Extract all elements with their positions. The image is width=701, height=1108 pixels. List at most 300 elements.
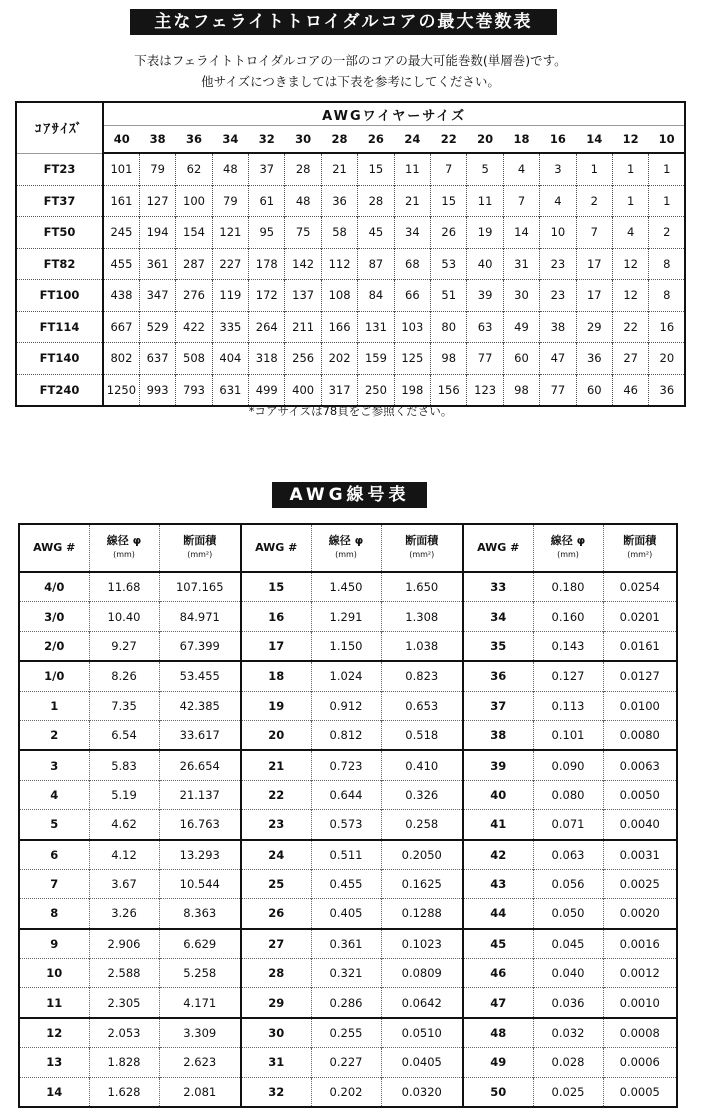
turns-cell: 112 [321,248,357,280]
turns-cell: 1 [649,153,685,185]
awg-number: 13 [19,1048,89,1077]
awg-number: 26 [241,899,311,929]
turns-cell: 11 [394,153,430,185]
awg-number: 33 [463,572,533,602]
turns-cell: 61 [249,185,285,217]
awg-number: 41 [463,810,533,840]
turns-cell: 119 [212,280,248,312]
awg-number: 21 [241,750,311,780]
turns-cell: 1250 [103,374,139,406]
core-size-label: FT114 [16,311,103,343]
turns-cell: 802 [103,343,139,375]
turns-cell: 19 [467,217,503,249]
turns-cell: 36 [576,343,612,375]
turns-cell: 26 [431,217,467,249]
cross-section-area: 2.623 [159,1048,241,1077]
intro-line-1: 下表はフェライトトロイダルコアの一部のコアの最大可能巻数(単層巻)です。 [134,53,567,68]
cross-section-area: 53.455 [159,661,241,691]
core-size-label: FT100 [16,280,103,312]
cross-section-area: 0.0010 [603,988,677,1018]
wire-diameter: 2.305 [89,988,159,1018]
awg-number: 22 [241,780,311,809]
table-row [19,988,677,1018]
awg-number: 8 [19,899,89,929]
awg-number: 49 [463,1048,533,1077]
cross-section-area: 0.0405 [381,1048,463,1077]
turns-cell: 4 [503,153,539,185]
gauge-header: 34 [212,126,248,154]
gauge-header: 18 [503,126,539,154]
turns-cell: 227 [212,248,248,280]
table-row [16,217,685,249]
awg-header: AWG # [19,524,89,572]
awg-number: 5 [19,810,89,840]
wire-diameter: 1.150 [311,631,381,661]
gauge-header: 38 [139,126,175,154]
awg-number: 45 [463,929,533,959]
turns-cell: 161 [103,185,139,217]
turns-cell: 131 [358,311,394,343]
wire-diameter: 5.19 [89,780,159,809]
turns-cell: 4 [540,185,576,217]
turns-cell: 361 [139,248,175,280]
wire-diameter: 3.26 [89,899,159,929]
turns-cell: 137 [285,280,321,312]
cross-section-area: 42.385 [159,691,241,720]
cross-section-area: 84.971 [159,602,241,631]
turns-cell: 276 [176,280,212,312]
cross-section-area: 0.0100 [603,691,677,720]
turns-cell: 58 [321,217,357,249]
cross-section-area: 4.171 [159,988,241,1018]
area-header [381,524,463,572]
table-row [19,929,677,959]
turns-cell: 80 [431,311,467,343]
table-row [16,311,685,343]
wire-diameter: 0.644 [311,780,381,809]
awg-number: 24 [241,840,311,870]
turns-cell: 79 [212,185,248,217]
wire-diameter: 2.053 [89,1018,159,1048]
cross-section-area: 0.0080 [603,720,677,750]
diameter-header [533,524,603,572]
awg-number: 11 [19,988,89,1018]
turns-cell: 27 [612,343,648,375]
wire-diameter: 0.127 [533,661,603,691]
table-row [19,780,677,809]
cross-section-area: 0.0016 [603,929,677,959]
turns-cell: 20 [649,343,685,375]
wire-diameter: 0.321 [311,959,381,988]
turns-cell: 29 [576,311,612,343]
cross-section-area: 0.0510 [381,1018,463,1048]
wire-diameter: 0.063 [533,840,603,870]
awg-number: 16 [241,602,311,631]
turns-cell: 127 [139,185,175,217]
awg-number: 10 [19,959,89,988]
awg-number: 40 [463,780,533,809]
turns-cell: 12 [612,248,648,280]
awg-number: 23 [241,810,311,840]
cross-section-area: 6.629 [159,929,241,959]
cross-section-area: 1.038 [381,631,463,661]
wire-diameter: 9.27 [89,631,159,661]
turns-cell: 51 [431,280,467,312]
turns-cell: 40 [467,248,503,280]
gauge-header: 32 [249,126,285,154]
turns-cell: 21 [321,153,357,185]
turns-cell: 79 [139,153,175,185]
gauge-header: 24 [394,126,430,154]
turns-cell: 1 [612,153,648,185]
awg-title-row [16,102,685,126]
cross-section-area: 0.0008 [603,1018,677,1048]
wire-diameter: 0.180 [533,572,603,602]
area-header [603,524,677,572]
turns-cell: 245 [103,217,139,249]
gauge-header: 36 [176,126,212,154]
turns-cell: 993 [139,374,175,406]
turns-cell: 60 [503,343,539,375]
wire-diameter: 3.67 [89,869,159,898]
gauge-header: 12 [612,126,648,154]
cross-section-area: 0.0050 [603,780,677,809]
table-row [19,899,677,929]
wire-diameter: 8.26 [89,661,159,691]
turns-cell: 98 [431,343,467,375]
table-row [19,750,677,780]
turns-cell: 37 [249,153,285,185]
gauge-header: 20 [467,126,503,154]
turns-cell: 17 [576,248,612,280]
awg-number: 25 [241,869,311,898]
wire-diameter: 2.588 [89,959,159,988]
table-row [16,248,685,280]
wire-diameter: 0.143 [533,631,603,661]
awg-number: 50 [463,1077,533,1107]
wire-diameter: 1.024 [311,661,381,691]
wire-diameter: 1.628 [89,1077,159,1107]
wire-diameter: 0.573 [311,810,381,840]
turns-cell: 8 [649,280,685,312]
table-row [16,153,685,185]
awg-number: 47 [463,988,533,1018]
cross-section-area: 2.081 [159,1077,241,1107]
wire-diameter: 0.202 [311,1077,381,1107]
wire-diameter: 0.361 [311,929,381,959]
cross-section-area: 0.0161 [603,631,677,661]
turns-cell: 68 [394,248,430,280]
turns-cell: 287 [176,248,212,280]
turns-cell: 2 [649,217,685,249]
turns-cell: 62 [176,153,212,185]
turns-cell: 125 [394,343,430,375]
cross-section-area: 0.0642 [381,988,463,1018]
turns-cell: 198 [394,374,430,406]
awg-number: 1 [19,691,89,720]
turns-cell: 53 [431,248,467,280]
footnote: *コアサイズは78頁をご参照ください。 [248,404,453,418]
gauge-header: 28 [321,126,357,154]
wire-diameter: 0.071 [533,810,603,840]
gauge-header: 26 [358,126,394,154]
cross-section-area: 0.326 [381,780,463,809]
cross-section-area: 0.0005 [603,1077,677,1107]
cross-section-area: 8.363 [159,899,241,929]
turns-cell: 318 [249,343,285,375]
turns-cell: 30 [503,280,539,312]
area-header-label: 断面積 [405,534,439,547]
turns-cell: 178 [249,248,285,280]
turns-cell: 21 [394,185,430,217]
wire-diameter: 0.912 [311,691,381,720]
wire-diameter: 0.405 [311,899,381,929]
turns-cell: 529 [139,311,175,343]
table-row [19,720,677,750]
awg-number: 35 [463,631,533,661]
wire-diameter: 5.83 [89,750,159,780]
cross-section-area: 0.0320 [381,1077,463,1107]
turns-cell: 36 [649,374,685,406]
turns-cell: 63 [467,311,503,343]
awg-number: 46 [463,959,533,988]
turns-cell: 48 [212,153,248,185]
wire-diameter: 0.101 [533,720,603,750]
turns-cell: 23 [540,280,576,312]
wire-diameter: 4.12 [89,840,159,870]
awg-number: 15 [241,572,311,602]
table-row [19,1018,677,1048]
turns-cell: 667 [103,311,139,343]
turns-cell: 172 [249,280,285,312]
wire-diameter: 0.036 [533,988,603,1018]
turns-cell: 123 [467,374,503,406]
wire-diameter: 0.511 [311,840,381,870]
turns-cell: 60 [576,374,612,406]
cross-section-area: 21.137 [159,780,241,809]
table-row [19,661,677,691]
turns-cell: 39 [467,280,503,312]
turns-cell: 45 [358,217,394,249]
wire-diameter: 10.40 [89,602,159,631]
diameter-header [311,524,381,572]
wire-diameter: 0.025 [533,1077,603,1107]
area-header [159,524,241,572]
cross-section-area: 0.0201 [603,602,677,631]
table-row [16,185,685,217]
wire-diameter: 0.812 [311,720,381,750]
table-row [19,959,677,988]
cross-section-area: 0.0040 [603,810,677,840]
turns-cell: 159 [358,343,394,375]
awg-number: 9 [19,929,89,959]
cross-section-area: 10.544 [159,869,241,898]
turns-cell: 10 [540,217,576,249]
wire-diameter: 0.723 [311,750,381,780]
turns-cell: 48 [285,185,321,217]
turns-cell: 17 [576,280,612,312]
awg-number: 3/0 [19,602,89,631]
turns-cell: 499 [249,374,285,406]
turns-cell: 34 [394,217,430,249]
max-winding-table [15,101,686,407]
turns-cell: 95 [249,217,285,249]
awg-number: 44 [463,899,533,929]
turns-cell: 84 [358,280,394,312]
core-size-label: FT82 [16,248,103,280]
area-unit: (mm²) [409,550,435,559]
awg-header: AWG # [463,524,533,572]
turns-cell: 15 [431,185,467,217]
awg-number: 18 [241,661,311,691]
turns-cell: 166 [321,311,357,343]
table-row [19,572,677,602]
table-row [19,869,677,898]
wire-diameter: 1.450 [311,572,381,602]
cross-section-area: 26.654 [159,750,241,780]
wire-diameter: 0.032 [533,1018,603,1048]
wire-diameter: 4.62 [89,810,159,840]
table-row [19,631,677,661]
diameter-unit: (mm) [113,550,135,559]
awg-number: 2 [19,720,89,750]
turns-cell: 194 [139,217,175,249]
table-row [19,602,677,631]
diameter-header-label: 線径 φ [328,534,364,547]
core-size-label: FT50 [16,217,103,249]
cross-section-area: 0.0020 [603,899,677,929]
cross-section-area: 5.258 [159,959,241,988]
wire-diameter: 0.040 [533,959,603,988]
gauge-row [16,126,685,154]
turns-cell: 793 [176,374,212,406]
turns-cell: 108 [321,280,357,312]
turns-cell: 100 [176,185,212,217]
winding-table-title: 主なフェライトトロイダルコアの最大巻数表 [130,9,557,35]
turns-cell: 36 [321,185,357,217]
turns-cell: 66 [394,280,430,312]
turns-cell: 8 [649,248,685,280]
core-size-label: FT140 [16,343,103,375]
area-unit: (mm²) [187,550,213,559]
wire-diameter: 0.045 [533,929,603,959]
turns-cell: 77 [540,374,576,406]
turns-cell: 75 [285,217,321,249]
wire-diameter: 7.35 [89,691,159,720]
turns-cell: 87 [358,248,394,280]
diameter-header [89,524,159,572]
wire-diameter: 0.113 [533,691,603,720]
area-header-label: 断面積 [183,534,217,547]
turns-cell: 1 [612,185,648,217]
turns-cell: 422 [176,311,212,343]
diameter-header-label: 線径 φ [550,534,586,547]
turns-cell: 7 [576,217,612,249]
cross-section-area: 0.0809 [381,959,463,988]
cross-section-area: 0.0127 [603,661,677,691]
turns-cell: 49 [503,311,539,343]
wire-diameter: 0.255 [311,1018,381,1048]
turns-cell: 250 [358,374,394,406]
table-row [16,374,685,406]
awg-number: 4 [19,780,89,809]
turns-cell: 202 [321,343,357,375]
wire-diameter: 1.291 [311,602,381,631]
cross-section-area: 3.309 [159,1018,241,1048]
gauge-header: 22 [431,126,467,154]
gauge-header: 14 [576,126,612,154]
turns-cell: 264 [249,311,285,343]
turns-cell: 22 [612,311,648,343]
area-unit: (mm²) [627,550,653,559]
awg-number: 19 [241,691,311,720]
core-size-label: FT23 [16,153,103,185]
awg-number: 37 [463,691,533,720]
awg-gauge-table [18,523,678,1108]
awg-table-title: AWG線号表 [272,482,427,508]
turns-cell: 2 [576,185,612,217]
awg-number: 32 [241,1077,311,1107]
turns-cell: 14 [503,217,539,249]
cross-section-area: 0.410 [381,750,463,780]
gauge-header: 30 [285,126,321,154]
awg-number: 6 [19,840,89,870]
awg-number: 12 [19,1018,89,1048]
turns-cell: 1 [649,185,685,217]
table-row [19,691,677,720]
turns-cell: 77 [467,343,503,375]
area-header-label: 断面積 [623,534,657,547]
diameter-header-label: 線径 φ [106,534,142,547]
cross-section-area: 0.1023 [381,929,463,959]
awg-number: 31 [241,1048,311,1077]
turns-cell: 3 [540,153,576,185]
core-size-header: ｺｱｻｲｽﾞ [16,102,103,153]
turns-cell: 38 [540,311,576,343]
turns-cell: 347 [139,280,175,312]
turns-cell: 7 [431,153,467,185]
turns-cell: 31 [503,248,539,280]
cross-section-area: 67.399 [159,631,241,661]
cross-section-area: 0.1288 [381,899,463,929]
awg-number: 27 [241,929,311,959]
turns-cell: 637 [139,343,175,375]
turns-cell: 631 [212,374,248,406]
wire-diameter: 6.54 [89,720,159,750]
cross-section-area: 0.2050 [381,840,463,870]
turns-cell: 98 [503,374,539,406]
turns-cell: 404 [212,343,248,375]
wire-diameter: 0.227 [311,1048,381,1077]
turns-cell: 15 [358,153,394,185]
gauge-header: 40 [103,126,139,154]
wire-diameter: 0.056 [533,869,603,898]
turns-cell: 4 [612,217,648,249]
turns-cell: 11 [467,185,503,217]
table-row [19,840,677,870]
cross-section-area: 0.0025 [603,869,677,898]
wire-diameter: 11.68 [89,572,159,602]
awg-number: 20 [241,720,311,750]
intro-line-2: 他サイズにつきましては下表を参考にしてください。 [201,74,500,89]
awg-number: 28 [241,959,311,988]
cross-section-area: 13.293 [159,840,241,870]
wire-diameter: 0.050 [533,899,603,929]
turns-cell: 101 [103,153,139,185]
table-row [16,343,685,375]
awg-number: 1/0 [19,661,89,691]
turns-cell: 28 [358,185,394,217]
